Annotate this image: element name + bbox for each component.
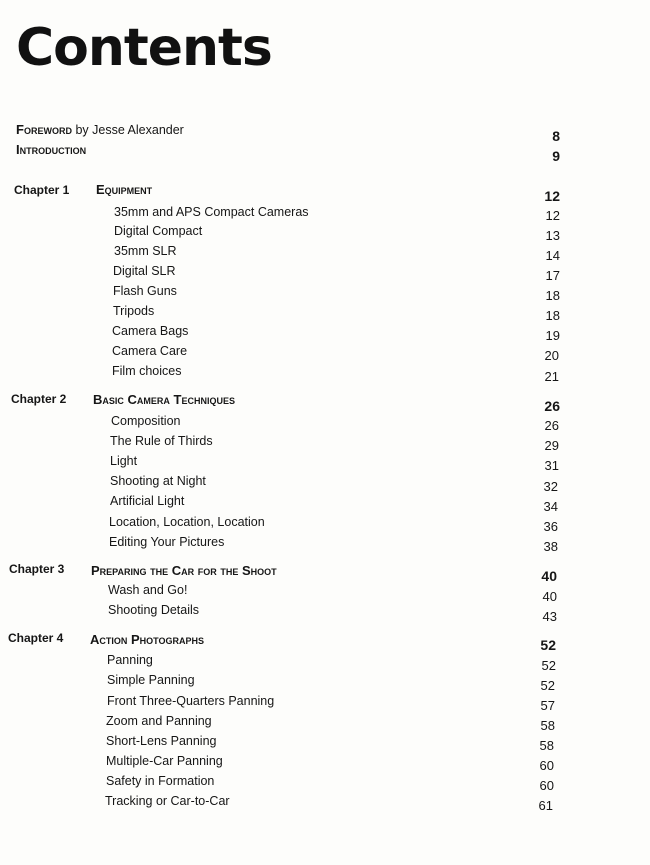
- toc-entry: Camera Bags: [112, 324, 189, 338]
- toc-entry: Digital Compact: [114, 224, 203, 238]
- chapter-4-page: 52: [540, 637, 556, 653]
- toc-entry-page: 58: [540, 718, 555, 733]
- toc-entry-page: 34: [543, 499, 558, 514]
- toc-entry: Flash Guns: [113, 284, 177, 298]
- toc-entry-page: 29: [544, 438, 559, 453]
- toc-entry: Tripods: [113, 304, 155, 318]
- toc-introduction: [16, 142, 86, 158]
- toc-entry-page: 38: [543, 539, 558, 554]
- toc-entry-page: 40: [542, 589, 557, 604]
- toc-entry: Safety in Formation: [106, 774, 215, 788]
- toc-entry: Film choices: [112, 364, 182, 378]
- toc-entry-page: 19: [545, 328, 560, 343]
- introduction-label: Introduction: [16, 142, 87, 157]
- toc-entry: 35mm SLR: [114, 244, 177, 258]
- toc-entry: Simple Panning: [107, 673, 195, 687]
- toc-entry-page: 43: [542, 609, 557, 624]
- toc-foreword: [16, 122, 184, 138]
- toc-entry-page: 18: [545, 308, 560, 323]
- chapter-4-label: Chapter 4: [8, 631, 64, 645]
- toc-entry: Composition: [111, 414, 181, 428]
- toc-entry: Shooting Details: [108, 603, 200, 617]
- toc-entry-page: 18: [545, 288, 560, 303]
- foreword-page: 8: [552, 128, 560, 144]
- toc-entry-page: 31: [544, 458, 559, 473]
- chapter-1-label: Chapter 1: [14, 183, 70, 197]
- toc-entry: Camera Care: [112, 344, 188, 358]
- chapter-3-page: 40: [541, 568, 557, 584]
- toc-entry: Wash and Go!: [108, 583, 188, 597]
- chapter-2-title: Basic Camera Techniques: [93, 392, 235, 407]
- toc-entry-page: 26: [544, 418, 559, 433]
- chapter-2-page: 26: [544, 398, 560, 414]
- toc-entry-page: 58: [539, 738, 554, 753]
- toc-entry: Short-Lens Panning: [106, 734, 217, 748]
- toc-entry-page: 60: [539, 778, 554, 793]
- toc-entry-page: 57: [540, 698, 555, 713]
- toc-entry: Front Three-Quarters Panning: [107, 694, 275, 708]
- chapter-4-title: Action Photographs: [90, 632, 205, 647]
- toc-entry-page: 32: [543, 479, 558, 494]
- page-title: Contents: [16, 18, 272, 78]
- toc-entry: Panning: [107, 653, 153, 667]
- toc-entry: The Rule of Thirds: [110, 434, 213, 448]
- toc-entry: 35mm and APS Compact Cameras: [114, 205, 309, 219]
- toc-entry-page: 17: [545, 268, 560, 283]
- toc-entry-page: 52: [541, 658, 556, 673]
- foreword-label: Foreword: [16, 122, 72, 137]
- toc-entry: Location, Location, Location: [109, 515, 265, 529]
- toc-entry-page: 36: [543, 519, 558, 534]
- toc-entry-page: 21: [544, 369, 559, 384]
- chapter-1-page: 12: [544, 188, 560, 204]
- toc-entry: Multiple-Car Panning: [106, 754, 223, 768]
- toc-entry: Light: [110, 454, 138, 468]
- toc-entry: Editing Your Pictures: [109, 535, 225, 549]
- toc-entry: Artificial Light: [110, 494, 185, 508]
- toc-entry: Tracking or Car-to-Car: [105, 794, 230, 808]
- toc-entry-page: 60: [539, 758, 554, 773]
- toc-entry-page: 13: [545, 228, 560, 243]
- introduction-page: 9: [552, 148, 560, 164]
- toc-entry: Shooting at Night: [110, 474, 206, 488]
- chapter-1-title: Equipment: [96, 182, 153, 197]
- toc-entry: Digital SLR: [113, 264, 176, 278]
- chapter-3-title: Preparing the Car for the Shoot: [91, 563, 277, 578]
- chapter-2-label: Chapter 2: [11, 392, 67, 406]
- toc-entry-page: 20: [544, 348, 559, 363]
- toc-entry-page: 61: [538, 798, 553, 813]
- foreword-author: by Jesse Alexander: [75, 123, 184, 137]
- toc-entry-page: 52: [540, 678, 555, 693]
- toc-entry: Zoom and Panning: [106, 714, 212, 728]
- chapter-3-label: Chapter 3: [9, 562, 65, 576]
- toc-entry-page: 14: [545, 248, 560, 263]
- toc-entry-page: 12: [545, 208, 560, 223]
